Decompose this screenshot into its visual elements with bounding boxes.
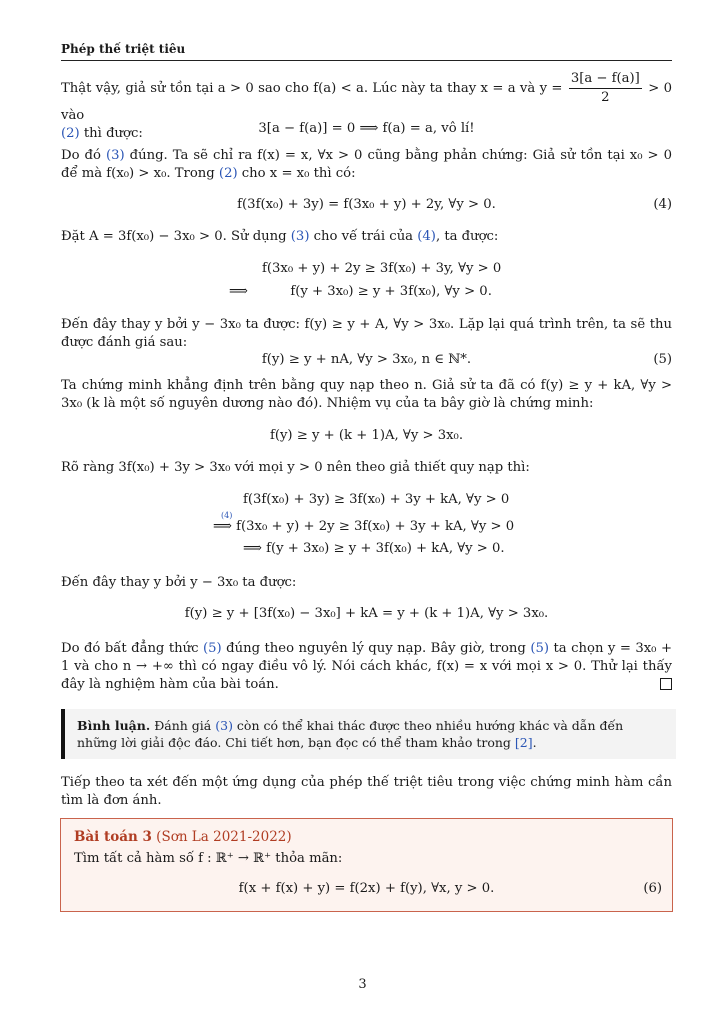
equation-5 bbox=[61, 352, 672, 367]
remark-text-a: Đánh giá bbox=[150, 718, 216, 733]
paragraph-3-text-c: , ta được: bbox=[435, 229, 499, 244]
equation-contradiction: 3[a − f(a)] = 0 ⟹ f(a) = a, vô lí! bbox=[258, 121, 475, 136]
equation-ref-link[interactable]: (4) bbox=[417, 229, 436, 244]
paragraph-2-text-b: đúng. Ta sẽ chỉ ra f(x) = x, ∀x > 0 cũng bằng phản chứng: Giả sử tồn tại x₀ > 0 để mà f(x₀) > x₀. Trong bbox=[61, 148, 672, 181]
remark-text-c: . bbox=[532, 735, 537, 750]
paragraph-8-text-b: đúng theo nguyên lý quy nạp. Bây giờ, trong bbox=[221, 641, 531, 656]
remark-text-b: còn có thể khai thác được theo nhiều hướng khác và dẫn đến những lời giải độc đáo. Chi tiết hơn, bạn đọc có thể tham khảo trong bbox=[77, 718, 624, 750]
running-header: Phép thế triệt tiêu bbox=[61, 42, 672, 61]
paragraph-6: Rõ ràng 3f(x₀) + 3y > 3x₀ với mọi y > 0 nên theo giả thiết quy nạp thì: bbox=[61, 460, 530, 475]
equation-number: (6) bbox=[643, 881, 662, 896]
equation-c: f(y) ≥ y + [3f(x₀) − 3x₀] + kA = y + (k + 1)A, ∀y > 3x₀. bbox=[184, 606, 549, 621]
paragraph-1-text-c: thì được: bbox=[79, 126, 143, 141]
arrow-label: (4) bbox=[221, 511, 233, 520]
problem-source: (Sơn La 2021-2022) bbox=[151, 829, 292, 845]
qed-square-icon bbox=[660, 678, 672, 690]
equation-b-line-1: f(3f(x₀) + 3y) ≥ 3f(x₀) + 3y + kA, ∀y > 0 bbox=[243, 492, 510, 507]
equation-ref-link[interactable]: (5) bbox=[530, 641, 550, 656]
equation-b-line-2-body: f(3x₀ + y) + 2y ≥ 3f(x₀) + 3y + kA, ∀y > 0 bbox=[236, 519, 515, 534]
problem-label: Bài toán 3 bbox=[74, 829, 152, 845]
fraction-denominator: 2 bbox=[601, 90, 610, 105]
fraction bbox=[569, 70, 642, 107]
paragraph-3 bbox=[61, 228, 672, 246]
remark-label: Bình luận. bbox=[77, 718, 151, 733]
equation-6 bbox=[61, 881, 672, 896]
equation-a-line-2-body: f(y + 3x₀) ≥ y + 3f(x₀), ∀y > 0. bbox=[290, 284, 492, 299]
paragraph-8-text-c: ta chọn y = 3x₀ + 1 và cho n → +∞ thì có ngay điều vô lý. Nói cách khác, f(x) = x với mọi x > 0. Thử lại thấy đây là nghiệm hàm của bài toán. bbox=[61, 641, 672, 692]
remark-box bbox=[61, 709, 676, 759]
implies-arrow: ⟹ bbox=[229, 284, 248, 299]
paragraph-3-text-b: cho vế trái của bbox=[309, 229, 418, 244]
paragraph-4: Đến đây thay y bởi y − 3x₀ ta được: f(y) ≥ y + A, ∀y > 3x₀. Lặp lại quá trình trên, ta sẽ thu được đánh giá sau: bbox=[61, 317, 672, 350]
equation-4 bbox=[61, 197, 672, 212]
labeled-implies-arrow: ⟹ (4) bbox=[213, 511, 233, 534]
paragraph-2-text-c: cho x = x₀ thì có: bbox=[237, 166, 356, 181]
equation-4-body: f(3f(x₀) + 3y) = f(3x₀ + y) + 2y, ∀y > 0. bbox=[237, 197, 496, 212]
paragraph-2 bbox=[61, 147, 672, 183]
equation-a-line-1: f(3x₀ + y) + 2y ≥ 3f(x₀) + 3y, ∀y > 0 bbox=[262, 261, 502, 276]
problem-title bbox=[74, 829, 292, 845]
equation-6-body: f(x + f(x) + y) = f(2x) + f(y), ∀x, y > 0. bbox=[238, 881, 495, 896]
equation-ref-link[interactable]: (3) bbox=[290, 229, 310, 244]
equation-ref-link[interactable]: (2) bbox=[218, 166, 238, 181]
paragraph-8-text: Do đó bất đẳng thức bbox=[61, 641, 203, 656]
equation-a-line-2 bbox=[229, 284, 669, 299]
equation-number: (5) bbox=[653, 352, 672, 367]
paragraph-5: Ta chứng minh khẳng định trên bằng quy nạp theo n. Giả sử ta đã có f(y) ≥ y + kA, ∀y > 3x₀ (k là một số nguyên dương nào đó). Nhiệm vụ của ta bây giờ là chứng minh: bbox=[61, 378, 672, 411]
equation-5-body: f(y) ≥ y + nA, ∀y > 3x₀, n ∈ ℕ*. bbox=[261, 352, 472, 367]
remark-text bbox=[77, 717, 667, 751]
problem-statement: Tìm tất cả hàm số f : ℝ⁺ → ℝ⁺ thỏa mãn: bbox=[74, 851, 343, 866]
paragraph-8 bbox=[61, 640, 672, 694]
equation-b-line-2 bbox=[213, 511, 663, 534]
equation-ref-link[interactable]: (3) bbox=[215, 718, 233, 733]
equation-number: (4) bbox=[653, 197, 672, 212]
page-number: 3 bbox=[358, 977, 367, 992]
paragraph-3-text: Đặt A = 3f(x₀) − 3x₀ > 0. Sử dụng bbox=[61, 229, 291, 244]
equation-goal: f(y) ≥ y + (k + 1)A, ∀y > 3x₀. bbox=[269, 428, 464, 443]
paragraph-7: Đến đây thay y bởi y − 3x₀ ta được: bbox=[61, 575, 297, 590]
equation-b-line-3: ⟹ f(y + 3x₀) ≥ y + 3f(x₀) + kA, ∀y > 0. bbox=[243, 541, 505, 556]
paragraph-9: Tiếp theo ta xét đến một ứng dụng của phép thế triệt tiêu trong việc chứng minh hàm cần tìm là đơn ánh. bbox=[61, 775, 672, 808]
paragraph-1-text-b: > 0 vào bbox=[61, 81, 672, 123]
paragraph-2-text: Do đó bbox=[61, 148, 106, 163]
equation-ref-link[interactable]: (3) bbox=[105, 148, 125, 163]
paragraph-1-text: Thật vậy, giả sử tồn tại a > 0 sao cho f(a) < a. Lúc này ta thay x = a và y = bbox=[61, 81, 563, 96]
equation-ref-link[interactable]: (5) bbox=[203, 641, 222, 656]
citation-link[interactable]: [2] bbox=[514, 735, 533, 750]
fraction-numerator: 3[a − f(a)] bbox=[569, 70, 642, 89]
problem-box bbox=[60, 818, 673, 912]
equation-ref-link[interactable]: (2) bbox=[61, 126, 80, 141]
